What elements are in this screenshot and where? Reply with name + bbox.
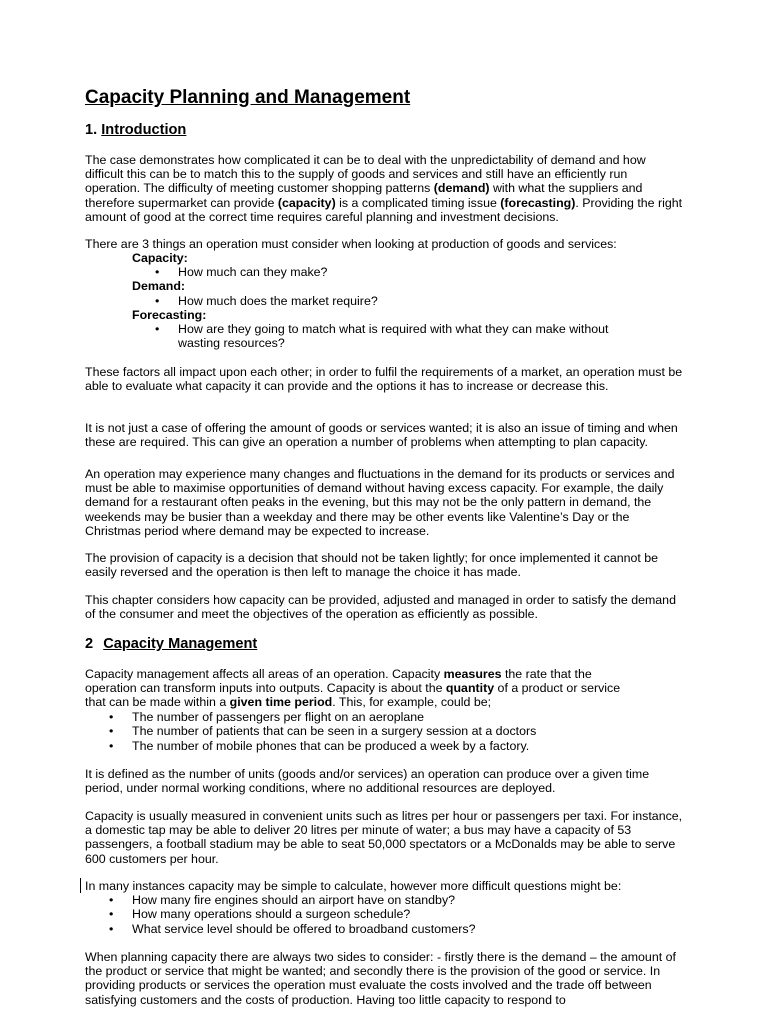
- intro-paragraph-2: There are 3 things an operation must consider when looking at production of goods and services:: [85, 237, 617, 251]
- section-1-heading: [85, 121, 186, 139]
- capacity-paragraph-4: In many instances capacity may be simple to calculate, however more difficult questions might be:: [85, 879, 622, 893]
- bullet-glyph: •: [109, 739, 114, 753]
- bullet-glyph: •: [109, 907, 114, 921]
- section-2-heading: [85, 635, 257, 653]
- intro-paragraph-5: An operation may experience many changes and fluctuations in the demand for its products or services and must be able to maximise opportunities of demand without having excess capacity. For example, the daily demand for a restaurant often peaks in the evening, but this may not be the only pattern in demand, the weekends may be busier than a weekday and there may be other events like Valentine’s Day or the Christmas period where demand may be expected to increase.: [85, 467, 675, 538]
- capacity-paragraph-5: When planning capacity there are always two sides to consider: - firstly there is the demand – the amount of the product or service that might be wanted; and secondly there is the provision of the good or service. In providing products or services the operation must evaluate the costs involved and the trade off between satisfying customers and the costs of production. Having too little capacity to respond to: [85, 950, 676, 1007]
- section-1-number: 1.: [85, 122, 98, 138]
- bullet-glyph: •: [109, 893, 114, 907]
- section-2-number: 2: [85, 636, 94, 652]
- capacity-paragraph-3: Capacity is usually measured in convenient units such as litres per hour or passengers per taxi. For instance, a domestic tap may be able to deliver 20 litres per minute of water; a bus may have a capacity of 53 passengers, a football stadium may be able to seat 50,000 spectators or a McDonalds may be able to serve 600 customers per hour.: [85, 809, 683, 866]
- capacity-paragraph-1: Capacity management affects all areas of an operation. Capacity measures the rate that the operation can transform inputs into outputs. Capacity is about the quantity of a product or service that can be made within a given time period. This, for example, could be;: [85, 667, 621, 710]
- bullet-glyph: •: [155, 265, 160, 279]
- intro-paragraph-6: The provision of capacity is a decision that should not be taken lightly; for once implemented it cannot be easily reversed and the operation is then left to manage the choice it has made.: [85, 551, 659, 580]
- forecasting-label: Forecasting:: [132, 308, 207, 322]
- demand-label: Demand:: [132, 279, 186, 293]
- document-title: Capacity Planning and Management: [85, 87, 411, 108]
- bullet-glyph: •: [155, 294, 160, 308]
- section-2-title: Capacity Management: [103, 636, 258, 652]
- bullet-glyph: •: [109, 922, 114, 936]
- document-page: Capacity Planning and Management 1. Introduction The case demonstrates how complicated it can be to deal with the unpredictability of demand and how difficult this can be to match this to the supply of goods and services and still have an efficiently run operation. The difficulty of meeting customer shopping patterns (demand) with what the suppliers and therefore supermarket can provide (capacity) is a complicated timing issue (forecasting). Providing the right amount of good at the correct time requires careful planning and investment decisions. There are 3 things an operation must consider when looking at production of goods and services: Capacity: • How much can they make? Demand: • How much does the market require? Forecasting: • How are they going to match what is required with what they can make without wasting resources? These factors all impact upon each other; in order to fulfil the requirements of a market, an operation must be able to evaluate what capacity it can provide and the options it has to increase or decrease this. It is not just a case of offering the amount of goods or services wanted; it is also an issue of timing and when these are required. This can give an operation a number of problems when attempting to plan capacity. An operation may experience many changes and fluctuations in the demand for its products or services and must be able to maximise opportunities of demand without having excess capacity. For example, the daily demand for a restaurant often peaks in the evening, but this may not be the only pattern in demand, the weekends may be busier than a weekday and there may be other events like Valentine’s Day or the Christmas period where demand may be expected to increase. The provision of capacity is a decision that should not be taken lightly; for once implemented it cannot be easily reversed and the operation is then left to manage the choice it has made. This chapter considers how capacity can be provided, adjusted and managed in order to satisfy the demand of the consumer and meet the objectives of the operation as efficiently as possible. 2 Capacity Management Capacity management affects all areas of an operation. Capacity measures the rate that the operation can transform inputs into outputs. Capacity is about the quantity of a product or service that can be made within a given time period. This, for example, could be; • The number of passengers per flight on an aeroplane • The number of patients that can be seen in a surgery session at a doctors • The number of mobile phones that can be produced a week by a factory. It is defined as the number of units (goods and/or services) an operation can produce over a given time period, under normal working conditions, where no additional resources are deployed. Capacity is usually measured in convenient units such as litres per hour or passengers per taxi. For instance, a domestic tap may be able to deliver 20 litres per minute of water; a bus may have a capacity of 53 passengers, a football stadium may be able to seat 50,000 spectators or a McDonalds may be able to serve 600 customers per hour. In many instances capacity may be simple to calculate, however more difficult questions might be: • How many fire engines should an airport have on standby? • How many operations should a surgeon schedule? • What service level should be offered to broadband customers? When planning capacity there are always two sides to consider: - firstly there is the demand – the amount of the product or service that might be wanted; and secondly there is the provision of the good or service. In providing products or services the operation must evaluate the costs involved and the trade off between satisfying customers and the costs of production. Having too little capacity to respond to: [0, 0, 768, 1024]
- intro-paragraph-7: This chapter considers how capacity can be provided, adjusted and managed in order to satisfy the demand of the consumer and meet the objectives of the operation as efficiently as possible.: [85, 593, 676, 622]
- intro-paragraph-4: It is not just a case of offering the amount of goods or services wanted; it is also an issue of timing and when these are required. This can give an operation a number of problems when attempting to plan capacity.: [85, 421, 678, 450]
- bullet-glyph: •: [109, 724, 114, 738]
- capacity-paragraph-2: It is defined as the number of units (goods and/or services) an operation can produce over a given time period, under normal working conditions, where no additional resources are deployed.: [85, 767, 650, 796]
- bullet-glyph: •: [155, 322, 160, 336]
- capacity-label: Capacity:: [132, 251, 188, 265]
- section-1-title: Introduction: [101, 122, 187, 138]
- bullet-glyph: •: [109, 710, 114, 724]
- intro-paragraph-1: The case demonstrates how complicated it can be to deal with the unpredictability of demand and how difficult this can be to match this to the supply of goods and services and still have an efficiently run operation. The difficulty of meeting customer shopping patterns (demand) with what the suppliers and therefore supermarket can provide (capacity) is a complicated timing issue (forecasting). Providing the right amount of good at the correct time requires careful planning and investment decisions.: [85, 153, 683, 224]
- intro-paragraph-3: These factors all impact upon each other; in order to fulfil the requirements of a market, an operation must be able to evaluate what capacity it can provide and the options it has to increase or decrease this.: [85, 365, 683, 394]
- text-cursor: [80, 878, 81, 893]
